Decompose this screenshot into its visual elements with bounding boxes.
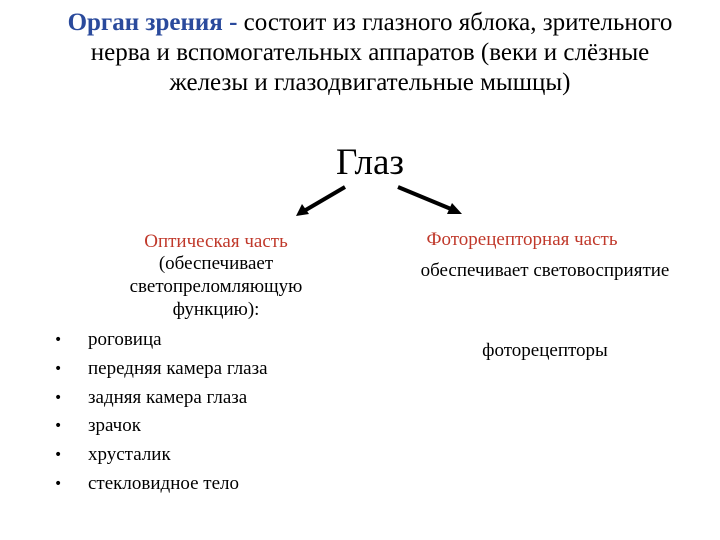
optical-parts-list (50, 326, 268, 499)
list-item-text: зрачок (88, 415, 141, 437)
title-definition: состоит из глазного яблока, зрительного нерва и вспомогательных аппаратов (веки и слёзные железы и глазодвигательные мышцы) (90, 9, 673, 96)
list-item (50, 326, 268, 355)
optical-part-description: (обеспечивает светопреломляющую функцию): (129, 253, 303, 320)
bullet-icon: • (54, 475, 63, 492)
list-item (50, 355, 268, 384)
bullet-icon: • (54, 418, 63, 435)
root-node-label: Глаз (335, 142, 405, 183)
list-item (50, 412, 268, 441)
list-item-text: передняя камера глаза (88, 357, 268, 379)
bullet-icon: • (54, 447, 63, 464)
arrow-to-photoreceptor (398, 187, 451, 209)
photoreceptor-part-description: обеспечивает световосприятие (420, 260, 670, 281)
list-item (50, 441, 268, 470)
optical-part-title: Оптическая часть (144, 231, 288, 252)
list-item (50, 470, 268, 499)
bullet-icon: • (54, 332, 63, 348)
arrow-to-optical (304, 187, 345, 211)
bullet-icon: • (54, 389, 63, 406)
list-item-text: задняя камера глаза (88, 386, 248, 408)
photoreceptor-part-title: Фоторецепторная часть (426, 229, 618, 250)
bullet-icon: • (54, 360, 63, 377)
list-item-text: хрусталик (88, 444, 171, 466)
list-item-text: стекловидное тело (88, 472, 239, 494)
title-term: Орган зрения - (67, 9, 238, 36)
list-item (50, 384, 268, 413)
photoreceptor-item: фоторецепторы (482, 340, 608, 361)
list-item-text: роговица (88, 329, 162, 350)
